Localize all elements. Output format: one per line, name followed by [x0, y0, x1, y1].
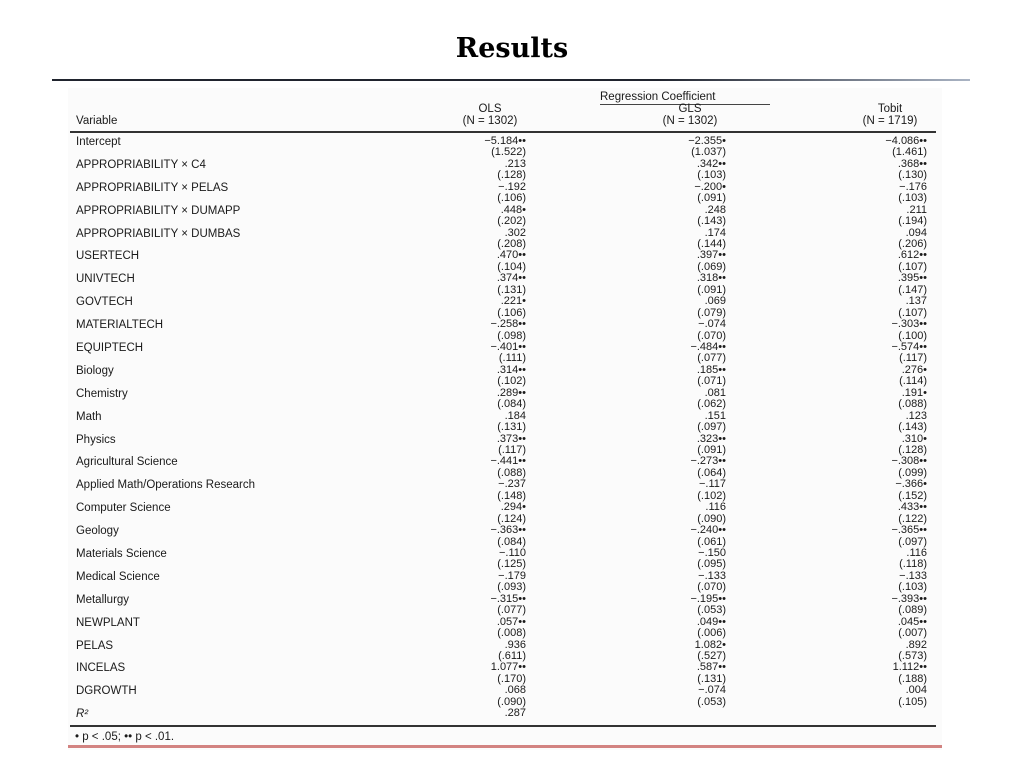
std-error-ols: (.611) — [498, 650, 526, 662]
std-error-gls: (.070) — [697, 329, 726, 342]
coefficient-gls: .116 — [705, 501, 726, 514]
std-error-ols: (.170) — [497, 672, 526, 685]
cell-gls — [620, 388, 726, 411]
std-error-tobit: (.206) — [898, 237, 927, 250]
std-error-tobit: (.103) — [898, 581, 927, 594]
table-top-rule — [70, 131, 936, 133]
variable-name: Physics — [76, 433, 116, 446]
column-name: OLS — [478, 103, 502, 115]
cell-gls — [620, 479, 726, 502]
std-error-gls: (.079) — [697, 306, 726, 319]
coefficient-gls: −.200• — [694, 180, 726, 193]
std-error-ols: (.117) — [498, 443, 526, 456]
table-row — [0, 411, 1024, 434]
variable-name: UNIVTECH — [76, 273, 135, 286]
cell-gls — [620, 411, 726, 434]
coefficient-ols: .213 — [504, 157, 526, 170]
cell-ols — [420, 159, 526, 182]
coefficient-gls: .174 — [704, 226, 726, 239]
table-row — [0, 365, 1024, 388]
coefficient-gls: .318•• — [696, 272, 726, 285]
table-row — [0, 434, 1024, 457]
std-error-tobit: (.107) — [898, 306, 927, 319]
std-error-gls: (.077) — [697, 352, 726, 365]
std-error-gls: (.062) — [697, 398, 726, 411]
table-row — [0, 136, 1024, 159]
cell-ols — [420, 228, 526, 251]
coefficient-ols: .184 — [504, 409, 526, 422]
std-error-gls: (.143) — [697, 215, 726, 228]
variable-name: MATERIALTECH — [76, 319, 164, 332]
coefficient-tobit: .433•• — [897, 501, 927, 514]
coefficient-tobit: .211 — [906, 203, 927, 216]
cell-tobit — [818, 319, 927, 342]
variable-name: DGROWTH — [76, 685, 137, 698]
cell-ols — [420, 617, 526, 640]
coefficient-ols: .314•• — [496, 363, 526, 376]
coefficient-gls: −.195•• — [690, 592, 726, 605]
std-error-tobit: (.130) — [898, 169, 927, 182]
cell-tobit — [818, 479, 927, 502]
cell-gls — [620, 250, 726, 273]
cell-tobit — [818, 136, 927, 159]
coefficient-tobit: .612•• — [897, 249, 927, 262]
coefficient-gls: .151 — [704, 409, 726, 422]
cell-tobit — [818, 434, 927, 457]
std-error-ols: (.106) — [497, 306, 526, 319]
cell-gls — [620, 662, 726, 685]
std-error-tobit: (.188) — [898, 672, 927, 685]
table-row — [0, 479, 1024, 502]
std-error-tobit: (.114) — [899, 375, 927, 388]
coefficient-tobit: .045•• — [897, 615, 927, 628]
coefficient-tobit: .892 — [905, 638, 927, 651]
cell-tobit — [818, 548, 927, 571]
coefficient-tobit: .137 — [905, 295, 927, 308]
std-error-gls: (.064) — [697, 466, 726, 479]
coefficient-gls: .587•• — [696, 661, 726, 674]
table-row — [0, 571, 1024, 594]
std-error-gls: (.103) — [697, 169, 726, 182]
std-error-ols: (.208) — [497, 237, 526, 250]
coefficient-ols: −.110 — [498, 547, 526, 560]
cell-ols — [420, 502, 526, 525]
std-error-tobit: (.147) — [898, 283, 927, 296]
variable-name: Math — [76, 410, 102, 423]
cell-tobit — [818, 640, 927, 663]
std-error-tobit: (.152) — [898, 489, 927, 502]
cell-tobit — [818, 594, 927, 617]
std-error-gls: (.527) — [697, 650, 726, 662]
variable-name: EQUIPTECH — [76, 342, 144, 355]
cell-gls — [620, 159, 726, 182]
coefficient-ols: .448• — [500, 203, 526, 216]
cell-tobit — [818, 571, 927, 594]
coefficient-tobit: −.366• — [895, 478, 927, 491]
cell-ols — [420, 388, 526, 411]
coefficient-ols: .289•• — [496, 386, 526, 399]
coefficient-tobit: −.303•• — [891, 318, 927, 331]
coefficient-gls: −.484•• — [690, 341, 726, 354]
coefficient-ols: .057•• — [496, 615, 526, 628]
std-error-gls: (.061) — [697, 535, 726, 548]
coefficient-tobit: −.176 — [899, 180, 927, 193]
variable-name: Medical Science — [76, 570, 160, 583]
coefficient-tobit: .276• — [901, 363, 927, 376]
cell-gls — [620, 228, 726, 251]
coefficient-gls: .069 — [704, 295, 726, 308]
cell-tobit — [818, 250, 927, 273]
cell-tobit — [818, 502, 927, 525]
cell-ols — [420, 548, 526, 571]
std-error-ols: (.131) — [497, 421, 526, 434]
std-error-tobit: (.007) — [898, 627, 927, 640]
std-error-tobit: (1.461) — [892, 146, 927, 159]
cell-ols — [420, 479, 526, 502]
std-error-tobit: (.099) — [898, 466, 927, 479]
coefficient-gls: .081 — [704, 386, 726, 399]
cell-tobit — [818, 411, 927, 434]
coefficient-ols: .294• — [500, 501, 526, 514]
cell-tobit — [818, 273, 927, 296]
cell-ols — [420, 319, 526, 342]
std-error-tobit: (.143) — [898, 421, 927, 434]
coefficient-gls: .185•• — [696, 363, 726, 376]
coefficient-ols: .373•• — [496, 432, 526, 445]
std-error-gls: (.090) — [697, 512, 726, 525]
table-row — [0, 708, 1024, 731]
table-row — [0, 456, 1024, 479]
table-row — [0, 548, 1024, 571]
coefficient-ols: −.192 — [498, 180, 526, 193]
column-name: GLS — [678, 103, 702, 115]
variable-name: Biology — [76, 364, 114, 377]
column-n: (N = 1719) — [862, 115, 918, 127]
coefficient-tobit: .116 — [906, 547, 927, 560]
std-error-gls: (.070) — [697, 581, 726, 594]
std-error-tobit: (.107) — [898, 260, 927, 273]
variable-name: APPROPRIABILITY × PELAS — [76, 181, 229, 194]
coefficient-gls: .248 — [704, 203, 726, 216]
table-row — [0, 319, 1024, 342]
cell-gls — [620, 136, 726, 159]
column-n: (N = 1302) — [662, 115, 718, 127]
cell-ols — [420, 205, 526, 228]
cell-ols — [420, 708, 526, 719]
table-row — [0, 617, 1024, 640]
cell-tobit — [818, 388, 927, 411]
variable-name: Intercept — [76, 136, 121, 148]
std-error-tobit: (.089) — [898, 604, 927, 617]
cell-tobit — [818, 662, 927, 685]
coefficient-tobit: .004 — [905, 684, 927, 697]
coefficient-gls: .397•• — [696, 249, 726, 262]
coefficient-ols: .221• — [500, 295, 526, 308]
variable-name: PELAS — [76, 639, 114, 652]
table-row — [0, 205, 1024, 228]
coefficient-tobit: −4.086•• — [885, 135, 927, 147]
std-error-ols: (.088) — [497, 466, 526, 479]
std-error-tobit: (.103) — [898, 192, 927, 205]
coefficient-gls: .049•• — [696, 615, 726, 628]
cell-gls — [620, 342, 726, 365]
std-error-tobit: (.128) — [898, 443, 927, 456]
group-header: Regression Coefficient — [600, 91, 716, 103]
table-row — [0, 685, 1024, 708]
std-error-ols: (.124) — [497, 512, 526, 525]
variable-name: NEWPLANT — [76, 616, 140, 629]
variable-name: INCELAS — [76, 662, 126, 675]
coefficient-ols: .302 — [504, 226, 526, 239]
coefficient-tobit: .094 — [905, 226, 927, 239]
variable-name: Metallurgy — [76, 593, 130, 606]
std-error-ols: (.093) — [497, 581, 526, 594]
std-error-gls: (.071) — [697, 375, 726, 388]
cell-ols — [420, 342, 526, 365]
coefficient-gls: −.150 — [698, 547, 726, 560]
std-error-ols: (.090) — [497, 695, 526, 708]
std-error-ols: (.131) — [497, 283, 526, 296]
coefficient-gls: 1.082• — [694, 638, 726, 651]
table-row — [0, 594, 1024, 617]
variable-name: Materials Science — [76, 548, 167, 561]
std-error-ols: (.084) — [497, 535, 526, 548]
std-error-tobit: (.573) — [898, 650, 927, 662]
cell-ols — [420, 685, 526, 708]
coefficient-ols: .068 — [504, 684, 526, 697]
cell-gls — [620, 685, 726, 708]
std-error-gls: (.091) — [697, 443, 726, 456]
coefficient-ols: −.237 — [498, 478, 526, 491]
cell-ols — [420, 571, 526, 594]
cell-ols — [420, 136, 526, 159]
table-row — [0, 388, 1024, 411]
cell-gls — [620, 502, 726, 525]
coefficient-gls: −.133 — [698, 569, 726, 582]
table-row — [0, 182, 1024, 205]
coefficient-ols: −.441•• — [490, 455, 526, 468]
title-divider — [52, 79, 970, 81]
cell-ols — [420, 250, 526, 273]
coefficient-tobit: .310• — [901, 432, 927, 445]
std-error-ols: (.104) — [497, 260, 526, 273]
cell-gls — [620, 548, 726, 571]
cell-gls — [620, 456, 726, 479]
table-row — [0, 228, 1024, 251]
table-row — [0, 662, 1024, 685]
coefficient-tobit: −.574•• — [891, 341, 927, 354]
coefficient-gls: −.074 — [698, 318, 726, 331]
variable-name: APPROPRIABILITY × DUMAPP — [76, 204, 241, 217]
column-name: Tobit — [877, 103, 903, 115]
std-error-gls: (.095) — [697, 558, 726, 571]
coefficient-ols: −.363•• — [490, 524, 526, 537]
coefficient-ols: .287 — [504, 707, 526, 720]
std-error-gls: (.097) — [697, 421, 726, 434]
cell-gls — [620, 525, 726, 548]
cell-ols — [420, 662, 526, 685]
coefficient-tobit: .123 — [905, 409, 927, 422]
std-error-gls: (.102) — [697, 489, 726, 502]
std-error-gls: (.091) — [697, 283, 726, 296]
std-error-ols: (.111) — [498, 352, 526, 365]
cell-tobit — [818, 365, 927, 388]
std-error-tobit: (.122) — [898, 512, 927, 525]
std-error-ols: (.084) — [497, 398, 526, 411]
std-error-ols: (.008) — [497, 627, 526, 640]
variable-name: Applied Math/Operations Research — [76, 479, 255, 492]
variable-name: Geology — [76, 525, 119, 538]
variable-header: Variable — [76, 115, 118, 127]
variable-name: Agricultural Science — [76, 456, 178, 469]
table-row — [0, 502, 1024, 525]
coefficient-ols: .374•• — [496, 272, 526, 285]
std-error-gls: (.144) — [697, 237, 726, 250]
table-row — [0, 159, 1024, 182]
std-error-gls: (1.037) — [691, 146, 726, 159]
cell-ols — [420, 296, 526, 319]
variable-name: R² — [76, 708, 89, 721]
cell-tobit — [818, 342, 927, 365]
std-error-tobit: (.088) — [898, 398, 927, 411]
cell-gls — [620, 365, 726, 388]
coefficient-tobit: −.133 — [899, 569, 927, 582]
cell-ols — [420, 273, 526, 296]
cell-gls — [620, 640, 726, 663]
table-row — [0, 250, 1024, 273]
table-footnote: • p < .05; •• p < .01. — [75, 731, 175, 743]
table-bottom-rule — [70, 725, 936, 727]
std-error-gls: (.006) — [697, 627, 726, 640]
coefficient-tobit: .395•• — [897, 272, 927, 285]
cell-tobit — [818, 205, 927, 228]
column-header-ols — [440, 103, 540, 127]
coefficient-tobit: −.393•• — [891, 592, 927, 605]
std-error-tobit: (.194) — [898, 215, 927, 228]
cell-ols — [420, 640, 526, 663]
coefficient-tobit: 1.112•• — [892, 661, 927, 674]
variable-name: APPROPRIABILITY × DUMBAS — [76, 227, 241, 240]
variable-name: Computer Science — [76, 502, 171, 515]
cell-gls — [620, 205, 726, 228]
std-error-tobit: (.118) — [899, 558, 927, 571]
cell-gls — [620, 617, 726, 640]
std-error-ols: (.148) — [497, 489, 526, 502]
cell-tobit — [818, 685, 927, 708]
std-error-gls: (.053) — [697, 604, 726, 617]
cell-tobit — [818, 456, 927, 479]
footer-accent-bar — [68, 745, 942, 748]
cell-tobit — [818, 228, 927, 251]
cell-tobit — [818, 617, 927, 640]
cell-gls — [620, 182, 726, 205]
cell-gls — [620, 571, 726, 594]
coefficient-gls: .323•• — [696, 432, 726, 445]
std-error-gls: (.069) — [697, 260, 726, 273]
coefficient-ols: −.315•• — [490, 592, 526, 605]
coefficient-ols: .470•• — [496, 249, 526, 262]
cell-ols — [420, 182, 526, 205]
std-error-ols: (1.522) — [491, 146, 526, 159]
coefficient-tobit: −.365•• — [891, 524, 927, 537]
cell-gls — [620, 434, 726, 457]
coefficient-gls: −.273•• — [690, 455, 726, 468]
std-error-ols: (.202) — [497, 215, 526, 228]
std-error-gls: (.091) — [697, 192, 726, 205]
variable-name: USERTECH — [76, 250, 140, 263]
variable-name: APPROPRIABILITY × C4 — [76, 158, 206, 171]
cell-ols — [420, 594, 526, 617]
coefficient-gls: .342•• — [696, 157, 726, 170]
coefficient-gls: −.117 — [698, 478, 726, 491]
std-error-ols: (.128) — [497, 169, 526, 182]
coefficient-gls: −.240•• — [690, 524, 726, 537]
coefficient-ols: −.401•• — [490, 341, 526, 354]
coefficient-ols: −5.184•• — [484, 135, 526, 147]
std-error-ols: (.102) — [497, 375, 526, 388]
coefficient-ols: −.258•• — [490, 318, 526, 331]
cell-gls — [620, 296, 726, 319]
cell-ols — [420, 434, 526, 457]
std-error-ols: (.106) — [497, 192, 526, 205]
std-error-tobit: (.097) — [898, 535, 927, 548]
coefficient-tobit: .191• — [901, 386, 927, 399]
std-error-tobit: (.100) — [898, 329, 927, 342]
std-error-tobit: (.105) — [898, 695, 927, 708]
coefficient-tobit: .368•• — [897, 157, 927, 170]
coefficient-gls: −.074 — [698, 684, 726, 697]
table-row — [0, 640, 1024, 663]
cell-tobit — [818, 296, 927, 319]
coefficient-tobit: −.308•• — [891, 455, 927, 468]
coefficient-ols: .936 — [504, 638, 526, 651]
std-error-gls: (.053) — [697, 695, 726, 708]
cell-ols — [420, 365, 526, 388]
cell-ols — [420, 456, 526, 479]
cell-ols — [420, 411, 526, 434]
column-header-gls — [640, 103, 740, 127]
std-error-ols: (.077) — [497, 604, 526, 617]
table-row — [0, 273, 1024, 296]
table-row — [0, 525, 1024, 548]
std-error-ols: (.098) — [497, 329, 526, 342]
table-body — [0, 136, 1024, 731]
column-header-tobit — [840, 103, 940, 127]
slide-title: Results — [455, 33, 569, 64]
coefficient-gls: −2.355• — [688, 135, 726, 147]
cell-gls — [620, 273, 726, 296]
table-row — [0, 296, 1024, 319]
cell-tobit — [818, 525, 927, 548]
column-n: (N = 1302) — [462, 115, 518, 127]
table-row — [0, 342, 1024, 365]
cell-gls — [620, 319, 726, 342]
cell-tobit — [818, 182, 927, 205]
std-error-tobit: (.117) — [899, 352, 927, 365]
variable-name: GOVTECH — [76, 296, 133, 309]
coefficient-ols: 1.077•• — [490, 661, 526, 674]
std-error-gls: (.131) — [697, 672, 726, 685]
cell-tobit — [818, 159, 927, 182]
std-error-ols: (.125) — [497, 558, 526, 571]
variable-name: Chemistry — [76, 387, 128, 400]
cell-gls — [620, 594, 726, 617]
cell-ols — [420, 525, 526, 548]
coefficient-ols: −.179 — [498, 569, 526, 582]
